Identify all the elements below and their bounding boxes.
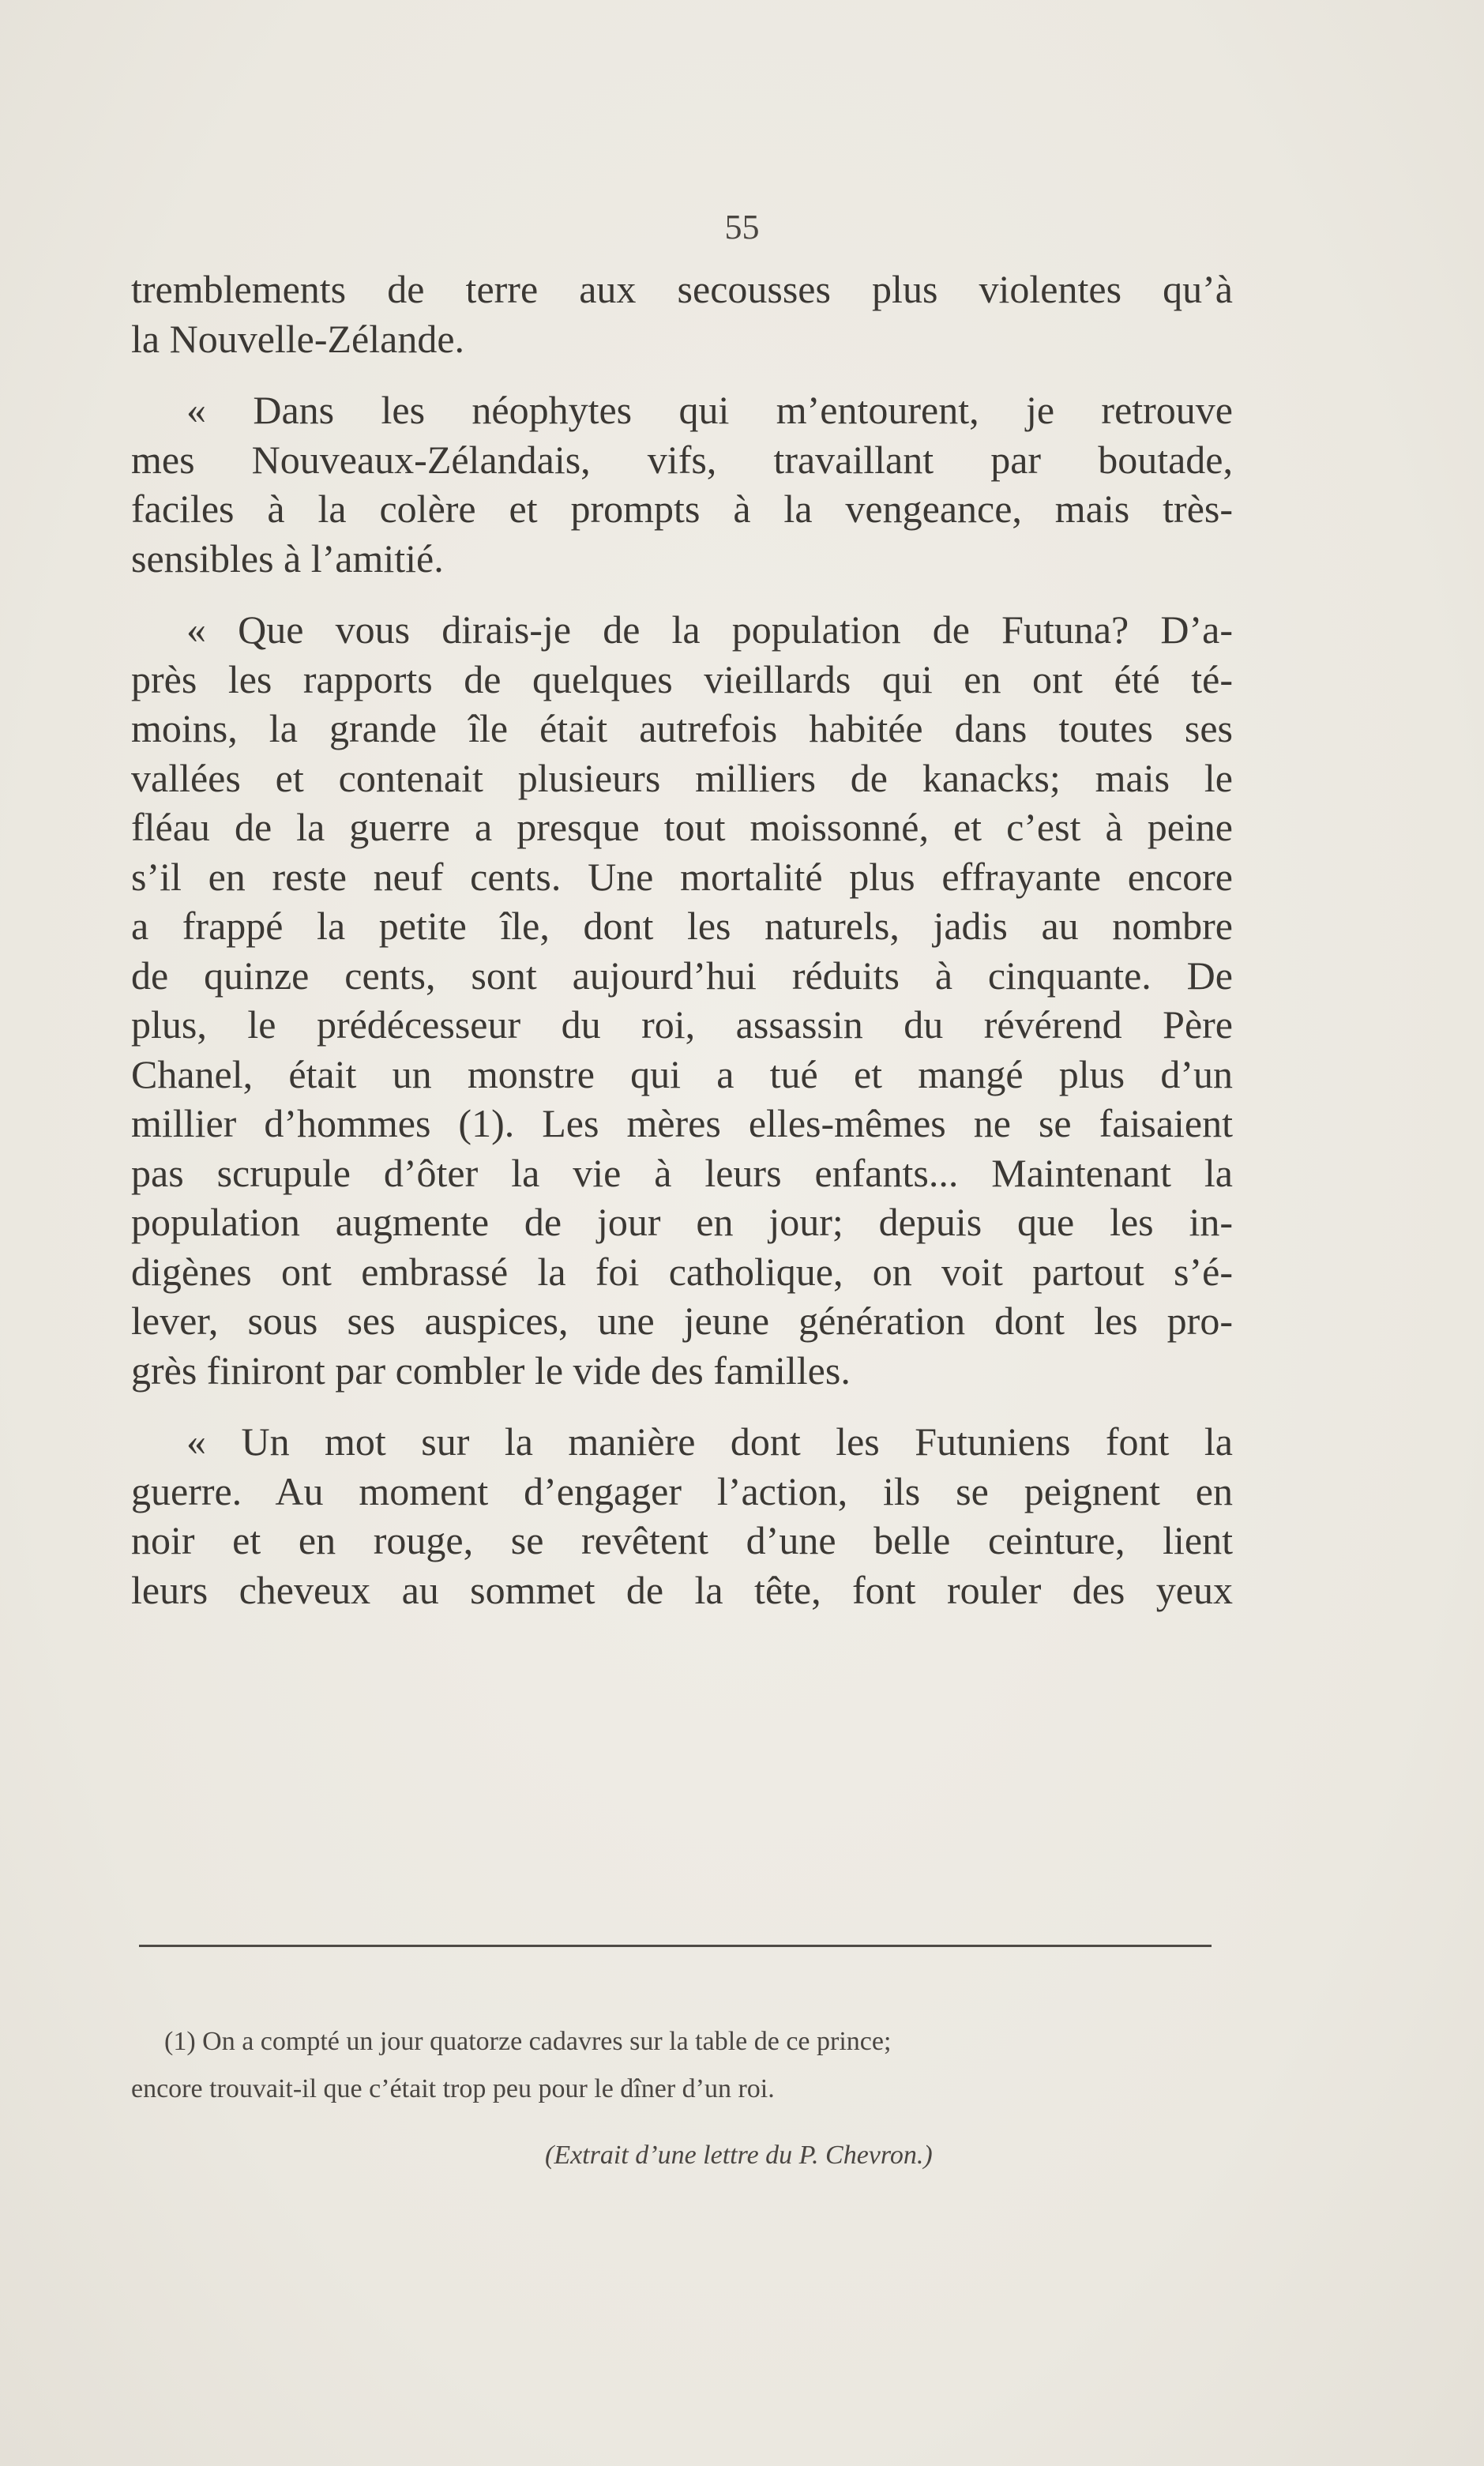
text-line: tremblements de terre aux secousses plus violentes qu’à [131,267,1233,311]
text-line: s’il en reste neuf cents. Une mortalité plus effrayante encore [131,854,1233,899]
footnote-source: (Extrait d’une lettre du P. Chevron.) [545,2141,933,2170]
text-line: digènes ont embrassé la foi catholique, on voit partout s’é- [131,1249,1233,1294]
text-line: vallées et contenait plusieurs milliers de kanacks; mais le [131,755,1233,800]
paragraph-gap [131,363,1233,385]
paragraph-gap [131,583,1233,605]
text-line: près les rapports de quelques vieillards qui en ont été té- [131,656,1233,701]
text-line: « Un mot sur la manière dont les Futuniens font la [186,1419,1233,1464]
text-line: de quinze cents, sont aujourd’hui réduits à cinquante. De [131,953,1233,998]
text-line: a frappé la petite île, dont les naturels, jadis au nombre [131,904,1233,948]
page-number: 55 [724,208,760,246]
footnote-separator [139,1945,1212,1947]
text-line: grès finiront par combler le vide des familles. [131,1348,851,1393]
text-line: noir et en rouge, se revêtent d’une belle ceinture, lient [131,1518,1233,1562]
text-line: fléau de la guerre a presque tout moissonné, et c’est à peine [131,805,1233,849]
footnote-line-1: (1) On a compté un jour quatorze cadavres sur la table de ce prince; [164,2027,892,2056]
paragraph-gap [131,1395,1233,1417]
text-line: sensibles à l’amitié. [131,536,444,581]
text-line: lever, sous ses auspices, une jeune génération dont les pro- [131,1299,1233,1343]
text-line: « Que vous dirais-je de la population de Futuna? D’a- [186,607,1233,652]
text-line: mes Nouveaux-Zélandais, vifs, travaillant par boutade, [131,437,1233,482]
text-line: guerre. Au moment d’engager l’action, ils se peignent en [131,1468,1233,1513]
text-line: leurs cheveux au sommet de la tête, font rouler des yeux [131,1567,1233,1612]
text-line: population augmente de jour en jour; depuis que les in- [131,1200,1233,1244]
text-line: millier d’hommes (1). Les mères elles-mêmes ne se faisaient [131,1101,1233,1145]
footnote-line-2: encore trouvait-il que c’était trop peu pour le dîner d’un roi. [131,2074,775,2103]
text-line: Chanel, était un monstre qui a tué et mangé plus d’un [131,1051,1233,1096]
text-line: plus, le prédécesseur du roi, assassin du révérend Père [131,1002,1233,1047]
text-line: moins, la grande île était autrefois habitée dans toutes ses [131,706,1233,750]
text-line: « Dans les néophytes qui m’entourent, je retrouve [186,388,1233,432]
text-line: la Nouvelle-Zélande. [131,316,465,361]
footnote [131,2018,1233,2113]
text-line: faciles à la colère et prompts à la vengeance, mais très- [131,487,1233,531]
body-text [131,265,1233,1615]
text-line: pas scrupule d’ôter la vie à leurs enfants... Maintenant la [131,1150,1233,1195]
